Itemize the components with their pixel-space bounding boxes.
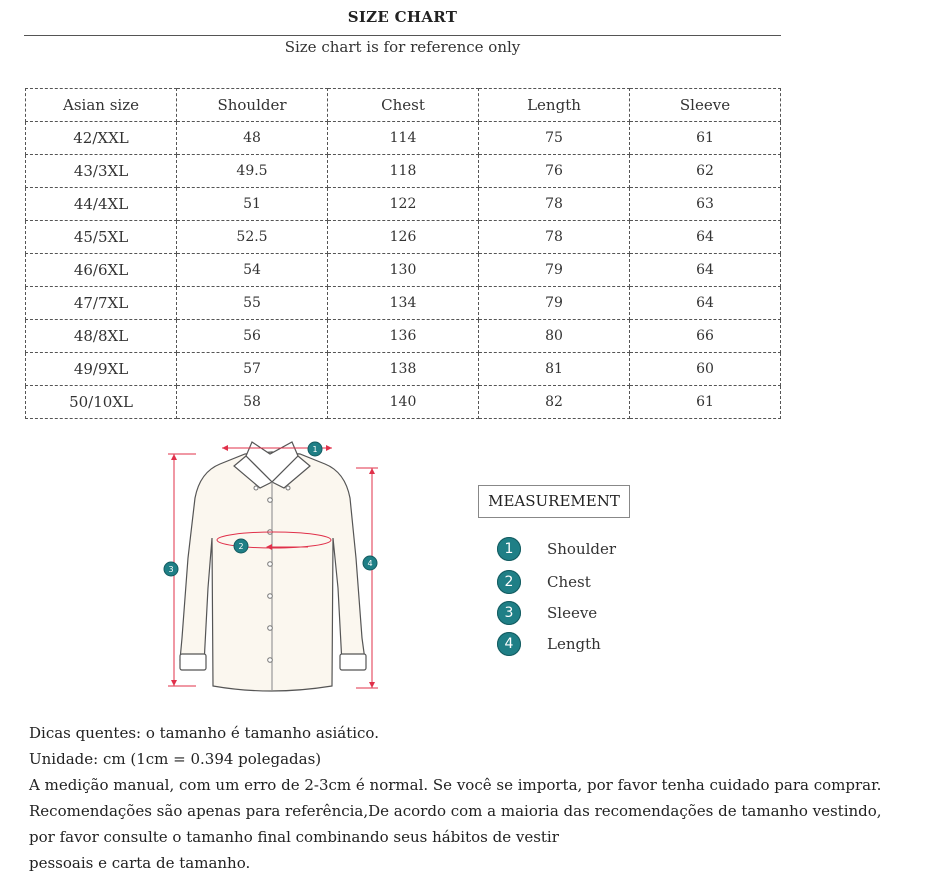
table-row [26, 353, 781, 386]
table-cell: 61 [630, 122, 781, 155]
table-row [26, 188, 781, 221]
table-body [26, 122, 781, 419]
note-tip: Dicas quentes: o tamanho é tamanho asiático. [29, 724, 379, 742]
table-cell: 44/4XL [26, 188, 177, 221]
table-cell: 47/7XL [26, 287, 177, 320]
table-cell: 55 [177, 287, 328, 320]
marker-1-icon [308, 442, 322, 456]
number-1-icon: 1 [497, 537, 521, 561]
table-header-row [26, 89, 781, 122]
table-cell: 64 [630, 221, 781, 254]
column-header-chest: Chest [328, 89, 479, 122]
table-cell: 81 [479, 353, 630, 386]
table-cell: 54 [177, 254, 328, 287]
table-cell: 126 [328, 221, 479, 254]
table-cell: 64 [630, 287, 781, 320]
shirt-diagram [160, 428, 385, 696]
table-cell: 82 [479, 386, 630, 419]
table-cell: 80 [479, 320, 630, 353]
title-divider [24, 35, 781, 36]
table-cell: 78 [479, 188, 630, 221]
note-recommendation: Recomendações são apenas para referência,De acordo com a maioria das recomendações de tamanho vestindo, [29, 802, 882, 820]
table-cell: 48 [177, 122, 328, 155]
table-row [26, 254, 781, 287]
table-cell: 134 [328, 287, 479, 320]
column-header-asian-size: Asian size [26, 89, 177, 122]
notes-section [29, 720, 919, 876]
number-2-icon: 2 [497, 570, 521, 594]
note-error: A medição manual, com um erro de 2-3cm é normal. Se você se importa, por favor tenha cuidado para comprar. [29, 776, 882, 794]
table-row [26, 287, 781, 320]
table-row [26, 386, 781, 419]
table-cell: 45/5XL [26, 221, 177, 254]
table-cell: 66 [630, 320, 781, 353]
table-cell: 79 [479, 254, 630, 287]
table-cell: 64 [630, 254, 781, 287]
page-subtitle: Size chart is for reference only [284, 38, 521, 56]
table-cell: 114 [328, 122, 479, 155]
number-3-icon: 3 [497, 601, 521, 625]
legend-label: Length [547, 635, 601, 653]
size-table [25, 88, 781, 419]
column-header-sleeve: Sleeve [630, 89, 781, 122]
table-cell: 130 [328, 254, 479, 287]
number-4-icon: 4 [497, 632, 521, 656]
note-unit: Unidade: cm (1cm = 0.394 polegadas) [29, 750, 322, 768]
svg-text:1: 1 [312, 445, 318, 454]
note-recommendation-cont: por favor consulte o tamanho final combinando seus hábitos de vestir [29, 828, 559, 846]
table-cell: 63 [630, 188, 781, 221]
table-cell: 49/9XL [26, 353, 177, 386]
table-cell: 57 [177, 353, 328, 386]
table-row [26, 122, 781, 155]
marker-4-icon [363, 556, 377, 570]
table-cell: 50/10XL [26, 386, 177, 419]
note-recommendation-end: pessoais e carta de tamanho. [29, 854, 251, 872]
table-cell: 42/XXL [26, 122, 177, 155]
legend-label: Chest [547, 573, 591, 591]
table-cell: 58 [177, 386, 328, 419]
table-row [26, 221, 781, 254]
table-cell: 49.5 [177, 155, 328, 188]
table-cell: 43/3XL [26, 155, 177, 188]
table-cell: 78 [479, 221, 630, 254]
page-title: SIZE CHART [347, 8, 458, 26]
table-cell: 61 [630, 386, 781, 419]
table-cell: 138 [328, 353, 479, 386]
table-cell: 79 [479, 287, 630, 320]
table-cell: 48/8XL [26, 320, 177, 353]
table-cell: 60 [630, 353, 781, 386]
table-row [26, 155, 781, 188]
legend-label: Shoulder [547, 540, 617, 558]
table-cell: 118 [328, 155, 479, 188]
table-cell: 76 [479, 155, 630, 188]
svg-text:2: 2 [238, 542, 244, 551]
measurement-heading: MEASUREMENT [478, 485, 630, 518]
svg-text:4: 4 [367, 559, 373, 568]
table-cell: 122 [328, 188, 479, 221]
marker-2-icon [234, 539, 248, 553]
table-cell: 56 [177, 320, 328, 353]
table-row [26, 320, 781, 353]
column-header-length: Length [479, 89, 630, 122]
svg-text:3: 3 [168, 565, 174, 574]
table-cell: 75 [479, 122, 630, 155]
table-cell: 136 [328, 320, 479, 353]
column-header-shoulder: Shoulder [177, 89, 328, 122]
table-cell: 62 [630, 155, 781, 188]
marker-3-icon [164, 562, 178, 576]
shirt-outline-icon [180, 442, 366, 691]
table-cell: 46/6XL [26, 254, 177, 287]
table-cell: 51 [177, 188, 328, 221]
legend-label: Sleeve [547, 604, 598, 622]
table-cell: 52.5 [177, 221, 328, 254]
table-cell: 140 [328, 386, 479, 419]
